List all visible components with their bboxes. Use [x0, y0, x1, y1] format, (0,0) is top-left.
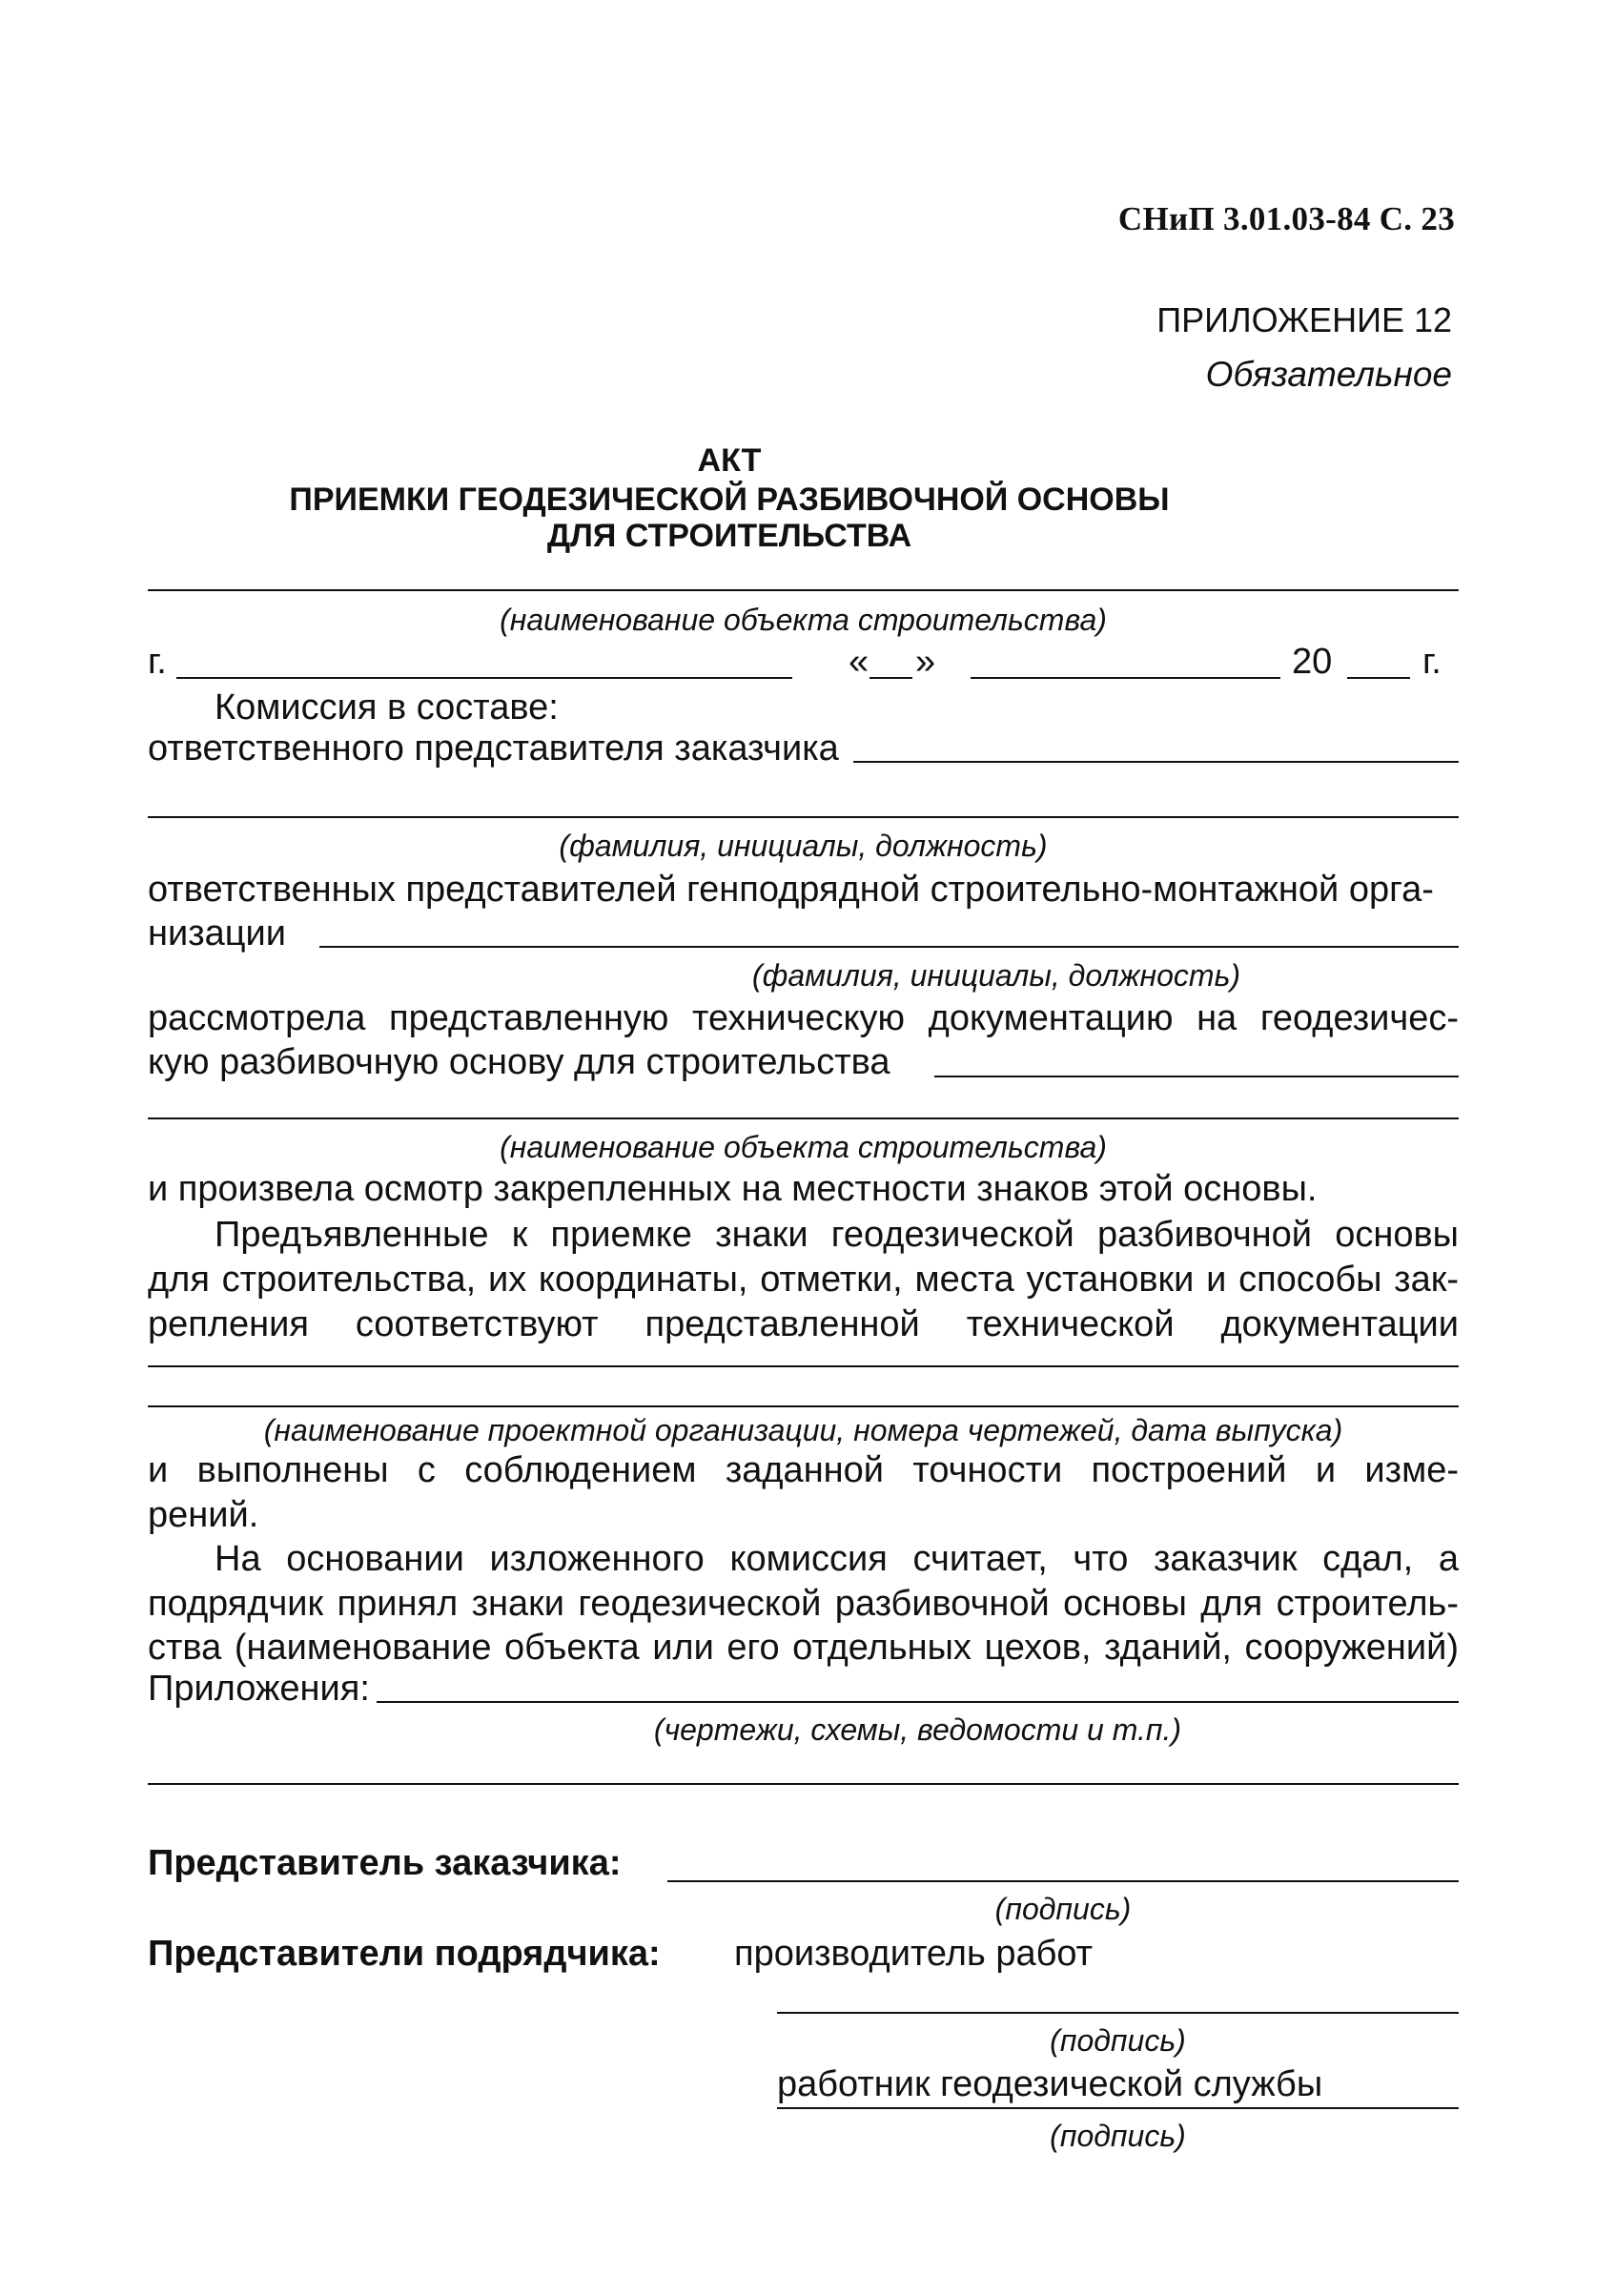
inspection-text: и произвела осмотр закрепленных на местности знаков этой основы.: [148, 1169, 1318, 1209]
conclusion-line-1: На основании изложенного комиссия считает, что заказчик сдал, а: [215, 1539, 1459, 1579]
accuracy-line-1: и выполнены с соблюдением заданной точности построений и изме-: [148, 1450, 1459, 1490]
title-line-3: ДЛЯ СТРОИТЕЛЬСТВА: [546, 518, 912, 554]
project-doc-line-1[interactable]: [148, 1365, 1459, 1367]
quote-open: «: [849, 642, 869, 682]
object-name-line[interactable]: [148, 589, 1459, 591]
conclusion-line-3: ства (наименование объекта или его отдельных цехов, зданий, сооружений): [148, 1628, 1459, 1668]
geodesy-worker-label: работник геодезической службы: [777, 2064, 1323, 2104]
signature-caption-1: (подпись): [994, 1892, 1132, 1926]
person-caption-2: (фамилия, инициалы, должность): [751, 958, 1241, 993]
customer-rep-signature-label: Представитель заказчика:: [148, 1843, 622, 1883]
review-line-2: кую разбивочную основу для строительства: [148, 1042, 890, 1082]
contractor-rep-label-2: низации: [148, 913, 286, 953]
city-prefix: г.: [148, 642, 167, 682]
para2-line-2: для строительства, их координаты, отметки, места установки и способы зак-: [148, 1260, 1459, 1300]
appendix-status: Обязательное: [1205, 355, 1452, 394]
contractor-reps-signature-label: Представители подрядчика:: [148, 1934, 661, 1974]
year-prefix: 20: [1292, 642, 1333, 682]
customer-rep-line[interactable]: [853, 761, 1459, 763]
contractor-rep-line[interactable]: [319, 946, 1459, 948]
person-caption-1: (фамилия, инициалы, должность): [559, 829, 1048, 863]
accuracy-line-2: рений.: [148, 1495, 259, 1535]
document-reference: СНиП 3.01.03-84 С. 23: [1117, 200, 1455, 237]
works-manager-signature-line[interactable]: [777, 2012, 1459, 2014]
month-field-line[interactable]: [971, 677, 1280, 679]
project-doc-line-2[interactable]: [148, 1405, 1459, 1407]
customer-rep-line-2[interactable]: [148, 816, 1459, 818]
object-name-caption: (наименование объекта строительства): [500, 603, 1107, 637]
project-org-caption: (наименование проектной организации, номера чертежей, дата выпуска): [263, 1413, 1343, 1447]
year-field-line[interactable]: [1347, 677, 1410, 679]
signature-caption-3: (подпись): [1050, 2119, 1186, 2153]
attachments-label: Приложения:: [148, 1669, 370, 1709]
construction-object-line-2[interactable]: [148, 1117, 1459, 1119]
conclusion-line-2: подрядчик принял знаки геодезической разбивочной основы для строитель-: [148, 1584, 1459, 1624]
appendix-number: ПРИЛОЖЕНИЕ 12: [1156, 300, 1452, 339]
review-line-1: рассмотрела представленную техническую документацию на геодезичес-: [148, 998, 1459, 1038]
works-manager-label: производитель работ: [734, 1934, 1094, 1974]
object-name-caption-2: (наименование объекта строительства): [500, 1130, 1107, 1164]
attachments-line-2[interactable]: [148, 1783, 1459, 1785]
title-line-1: АКТ: [697, 442, 762, 479]
year-suffix: г.: [1422, 642, 1442, 682]
construction-object-line[interactable]: [934, 1076, 1459, 1077]
city-field-line[interactable]: [176, 677, 792, 679]
geodesy-signature-line[interactable]: [777, 2107, 1459, 2109]
attachments-caption: (чертежи, схемы, ведомости и т.п.): [653, 1712, 1182, 1747]
para2-line-1: Предъявленные к приемке знаки геодезической разбивочной основы: [215, 1215, 1459, 1255]
signature-caption-2: (подпись): [1050, 2023, 1186, 2058]
para2-line-3: репления соответствуют представленной технической документации: [148, 1304, 1459, 1344]
attachments-line[interactable]: [377, 1701, 1459, 1703]
title-line-2: ПРИЕМКИ ГЕОДЕЗИЧЕСКОЙ РАЗБИВОЧНОЙ ОСНОВЫ: [289, 482, 1170, 518]
contractor-rep-label-1: ответственных представителей генподрядной строительно-монтажной орга-: [148, 870, 1434, 910]
customer-rep-label: ответственного представителя заказчика: [148, 728, 839, 769]
quote-close: »: [915, 642, 936, 682]
day-field-line[interactable]: [869, 677, 912, 679]
commission-heading: Комиссия в составе:: [215, 687, 559, 728]
customer-signature-line[interactable]: [667, 1880, 1459, 1882]
